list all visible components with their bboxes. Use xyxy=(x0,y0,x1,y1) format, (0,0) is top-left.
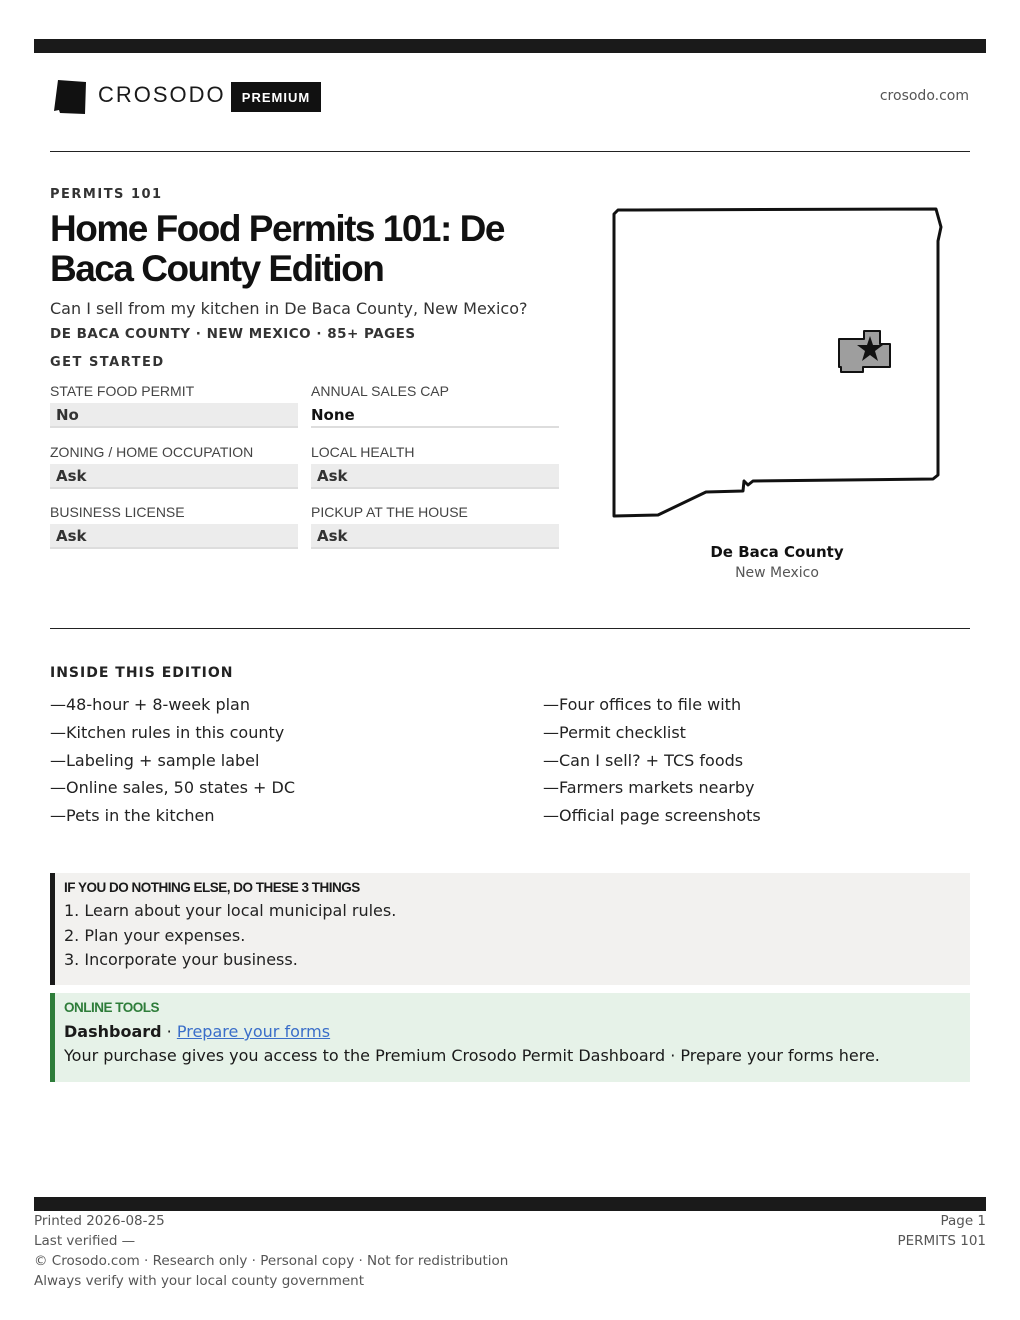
field-value-pickup: Ask xyxy=(311,524,559,549)
brand-name: CROSODO xyxy=(98,82,226,107)
site-url[interactable]: crosodo.com xyxy=(879,88,969,104)
toc-item: —Labeling + sample label xyxy=(50,750,260,770)
field-value-annual-sales-cap: None xyxy=(311,403,559,428)
field-value-state-food-permit: No xyxy=(50,403,298,428)
inside-edition-heading: INSIDE THIS EDITION xyxy=(50,665,234,681)
tools-description: Your purchase gives you access to the Premium Crosodo Permit Dashboard · Prepare your forms here. xyxy=(64,1046,880,1065)
online-tools-callout xyxy=(50,993,970,1082)
toc-item: —Online sales, 50 states + DC xyxy=(50,778,296,798)
toc-item: —Farmers markets nearby xyxy=(543,778,755,798)
edition-meta: DE BACA COUNTY · NEW MEXICO · 85+ PAGES xyxy=(50,326,416,342)
three-things-callout xyxy=(50,873,970,985)
tools-heading: ONLINE TOOLS xyxy=(64,1000,160,1015)
premium-badge: PREMIUM xyxy=(231,82,321,112)
field-value-local-health: Ask xyxy=(311,464,559,489)
top-bar xyxy=(34,39,986,53)
callout-item: 2. Plan your expenses. xyxy=(64,925,246,945)
last-verified: Last verified — xyxy=(34,1233,136,1249)
field-label-zoning: ZONING / HOME OCCUPATION xyxy=(50,444,254,460)
toc-item: —Official page screenshots xyxy=(543,806,761,826)
toc-right-column xyxy=(543,691,761,830)
copyright: © Crosodo.com · Research only · Personal copy · Not for redistribution xyxy=(34,1253,509,1269)
map-state-label: New Mexico xyxy=(735,565,819,581)
section-divider xyxy=(50,628,970,629)
printed-date: Printed 2026-08-25 xyxy=(34,1213,165,1229)
brand-logo-icon xyxy=(54,80,86,114)
callout-item: 3. Incorporate your business. xyxy=(64,950,298,969)
new-mexico-outline xyxy=(614,209,941,516)
field-value-business-license: Ask xyxy=(50,524,298,549)
field-label-business-license: BUSINESS LICENSE xyxy=(50,504,185,520)
separator: · xyxy=(161,1022,177,1041)
toc-item: —Kitchen rules in this county xyxy=(50,722,285,742)
field-label-annual-sales-cap: ANNUAL SALES CAP xyxy=(311,383,449,399)
prepare-forms-link[interactable]: Prepare your forms xyxy=(176,1022,331,1041)
field-value-zoning: Ask xyxy=(50,464,298,489)
toc-item: —Four offices to file with xyxy=(543,695,742,714)
state-map xyxy=(608,205,948,525)
bottom-bar xyxy=(34,1197,986,1211)
map-county-label: De Baca County xyxy=(710,543,844,561)
page-number: Page 1 xyxy=(940,1213,986,1229)
footer-left xyxy=(34,1211,508,1291)
disclaimer: Always verify with your local county government xyxy=(34,1273,364,1289)
toc-item: —Permit checklist xyxy=(543,722,686,742)
callout-item: 1. Learn about your local municipal rules. xyxy=(64,901,397,920)
footer-right xyxy=(897,1211,986,1251)
toc-item: —48-hour + 8-week plan xyxy=(50,695,250,714)
toc-item: —Pets in the kitchen xyxy=(50,806,215,826)
field-label-state-food-permit: STATE FOOD PERMIT xyxy=(50,383,195,399)
page-title: Home Food Permits 101: De Baca County Edition xyxy=(50,208,504,289)
kicker: PERMITS 101 xyxy=(50,187,163,202)
toc-item: —Can I sell? + TCS foods xyxy=(543,750,744,770)
callout-heading: IF YOU DO NOTHING ELSE, DO THESE 3 THINGS xyxy=(64,880,360,895)
header-divider xyxy=(50,151,970,152)
subtitle: Can I sell from my kitchen in De Baca County, New Mexico? xyxy=(50,299,528,318)
toc-left-column xyxy=(50,691,295,830)
field-label-local-health: LOCAL HEALTH xyxy=(311,444,415,460)
dashboard-label: Dashboard xyxy=(64,1022,162,1041)
footer-section: PERMITS 101 xyxy=(897,1233,986,1249)
field-label-pickup: PICKUP AT THE HOUSE xyxy=(311,504,468,520)
get-started-heading: GET STARTED xyxy=(50,355,165,370)
